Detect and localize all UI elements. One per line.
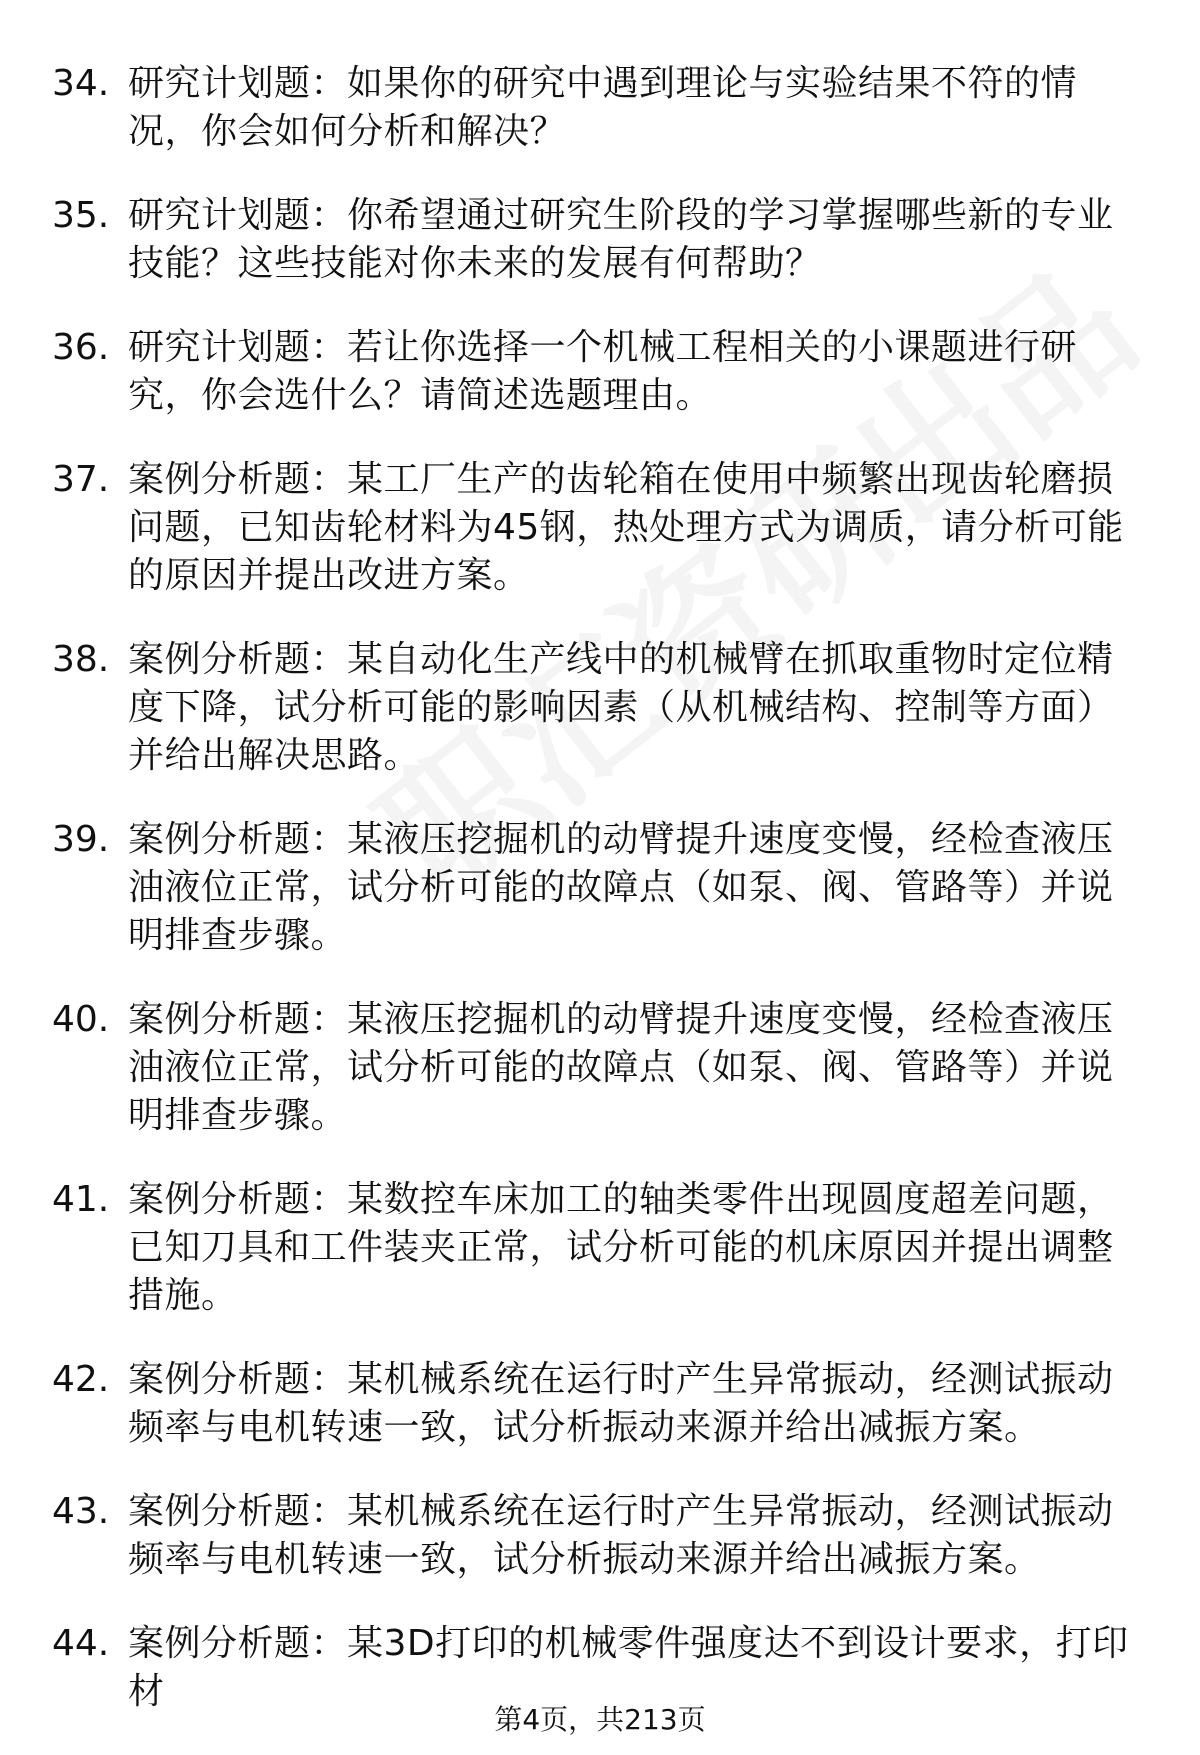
question-item bbox=[52, 1176, 1152, 1320]
question-item bbox=[52, 636, 1152, 780]
question-number: 38. bbox=[52, 639, 110, 680]
question-text: 案例分析题：某机械系统在运行时产生异常振动，经测试振动频率与电机转速一致，试分析振动来源并给出减振方案。 bbox=[128, 1359, 1114, 1448]
question-item bbox=[52, 1488, 1152, 1584]
question-item bbox=[52, 324, 1152, 420]
question-text: 案例分析题：某3D打印的机械零件强度达不到设计要求，打印材 bbox=[128, 1623, 1129, 1712]
question-text: 研究计划题：若让你选择一个机械工程相关的小课题进行研究，你会选什么？请简述选题理由。 bbox=[128, 327, 1078, 416]
question-text: 案例分析题：某数控车床加工的轴类零件出现圆度超差问题，已知刀具和工件装夹正常，试分析可能的机床原因并提出调整措施。 bbox=[128, 1179, 1114, 1316]
question-number: 34. bbox=[52, 63, 110, 104]
question-number: 39. bbox=[52, 819, 110, 860]
page-footer: 第4页，共213页 bbox=[494, 1703, 706, 1736]
question-list bbox=[52, 60, 1152, 1752]
question-number: 44. bbox=[52, 1623, 110, 1664]
question-text: 研究计划题：你希望通过研究生阶段的学习掌握哪些新的专业技能？这些技能对你未来的发展有何帮助？ bbox=[128, 195, 1114, 284]
question-text: 案例分析题：某液压挖掘机的动臂提升速度变慢，经检查液压油液位正常，试分析可能的故障点（如泵、阀、管路等）并说明排查步骤。 bbox=[128, 999, 1114, 1136]
question-text: 案例分析题：某机械系统在运行时产生异常振动，经测试振动频率与电机转速一致，试分析振动来源并给出减振方案。 bbox=[128, 1491, 1114, 1580]
question-item bbox=[52, 60, 1152, 156]
question-item bbox=[52, 456, 1152, 600]
question-number: 35. bbox=[52, 195, 110, 236]
question-number: 37. bbox=[52, 459, 110, 500]
question-text: 案例分析题：某工厂生产的齿轮箱在使用中频繁出现齿轮磨损问题，已知齿轮材料为45钢，热处理方式为调质，请分析可能的原因并提出改进方案。 bbox=[128, 459, 1124, 596]
question-item bbox=[52, 192, 1152, 288]
question-text: 案例分析题：某自动化生产线中的机械臂在抓取重物时定位精度下降，试分析可能的影响因素（从机械结构、控制等方面）并给出解决思路。 bbox=[128, 639, 1114, 776]
question-item bbox=[52, 1356, 1152, 1452]
question-number: 36. bbox=[52, 327, 110, 368]
question-number: 42. bbox=[52, 1359, 110, 1400]
question-number: 40. bbox=[52, 999, 110, 1040]
question-number: 41. bbox=[52, 1179, 110, 1220]
question-item bbox=[52, 996, 1152, 1140]
question-item bbox=[52, 816, 1152, 960]
question-text: 研究计划题：如果你的研究中遇到理论与实验结果不符的情况，你会如何分析和解决？ bbox=[128, 63, 1078, 152]
question-text: 案例分析题：某液压挖掘机的动臂提升速度变慢，经检查液压油液位正常，试分析可能的故障点（如泵、阀、管路等）并说明排查步骤。 bbox=[128, 819, 1114, 956]
question-number: 43. bbox=[52, 1491, 110, 1532]
